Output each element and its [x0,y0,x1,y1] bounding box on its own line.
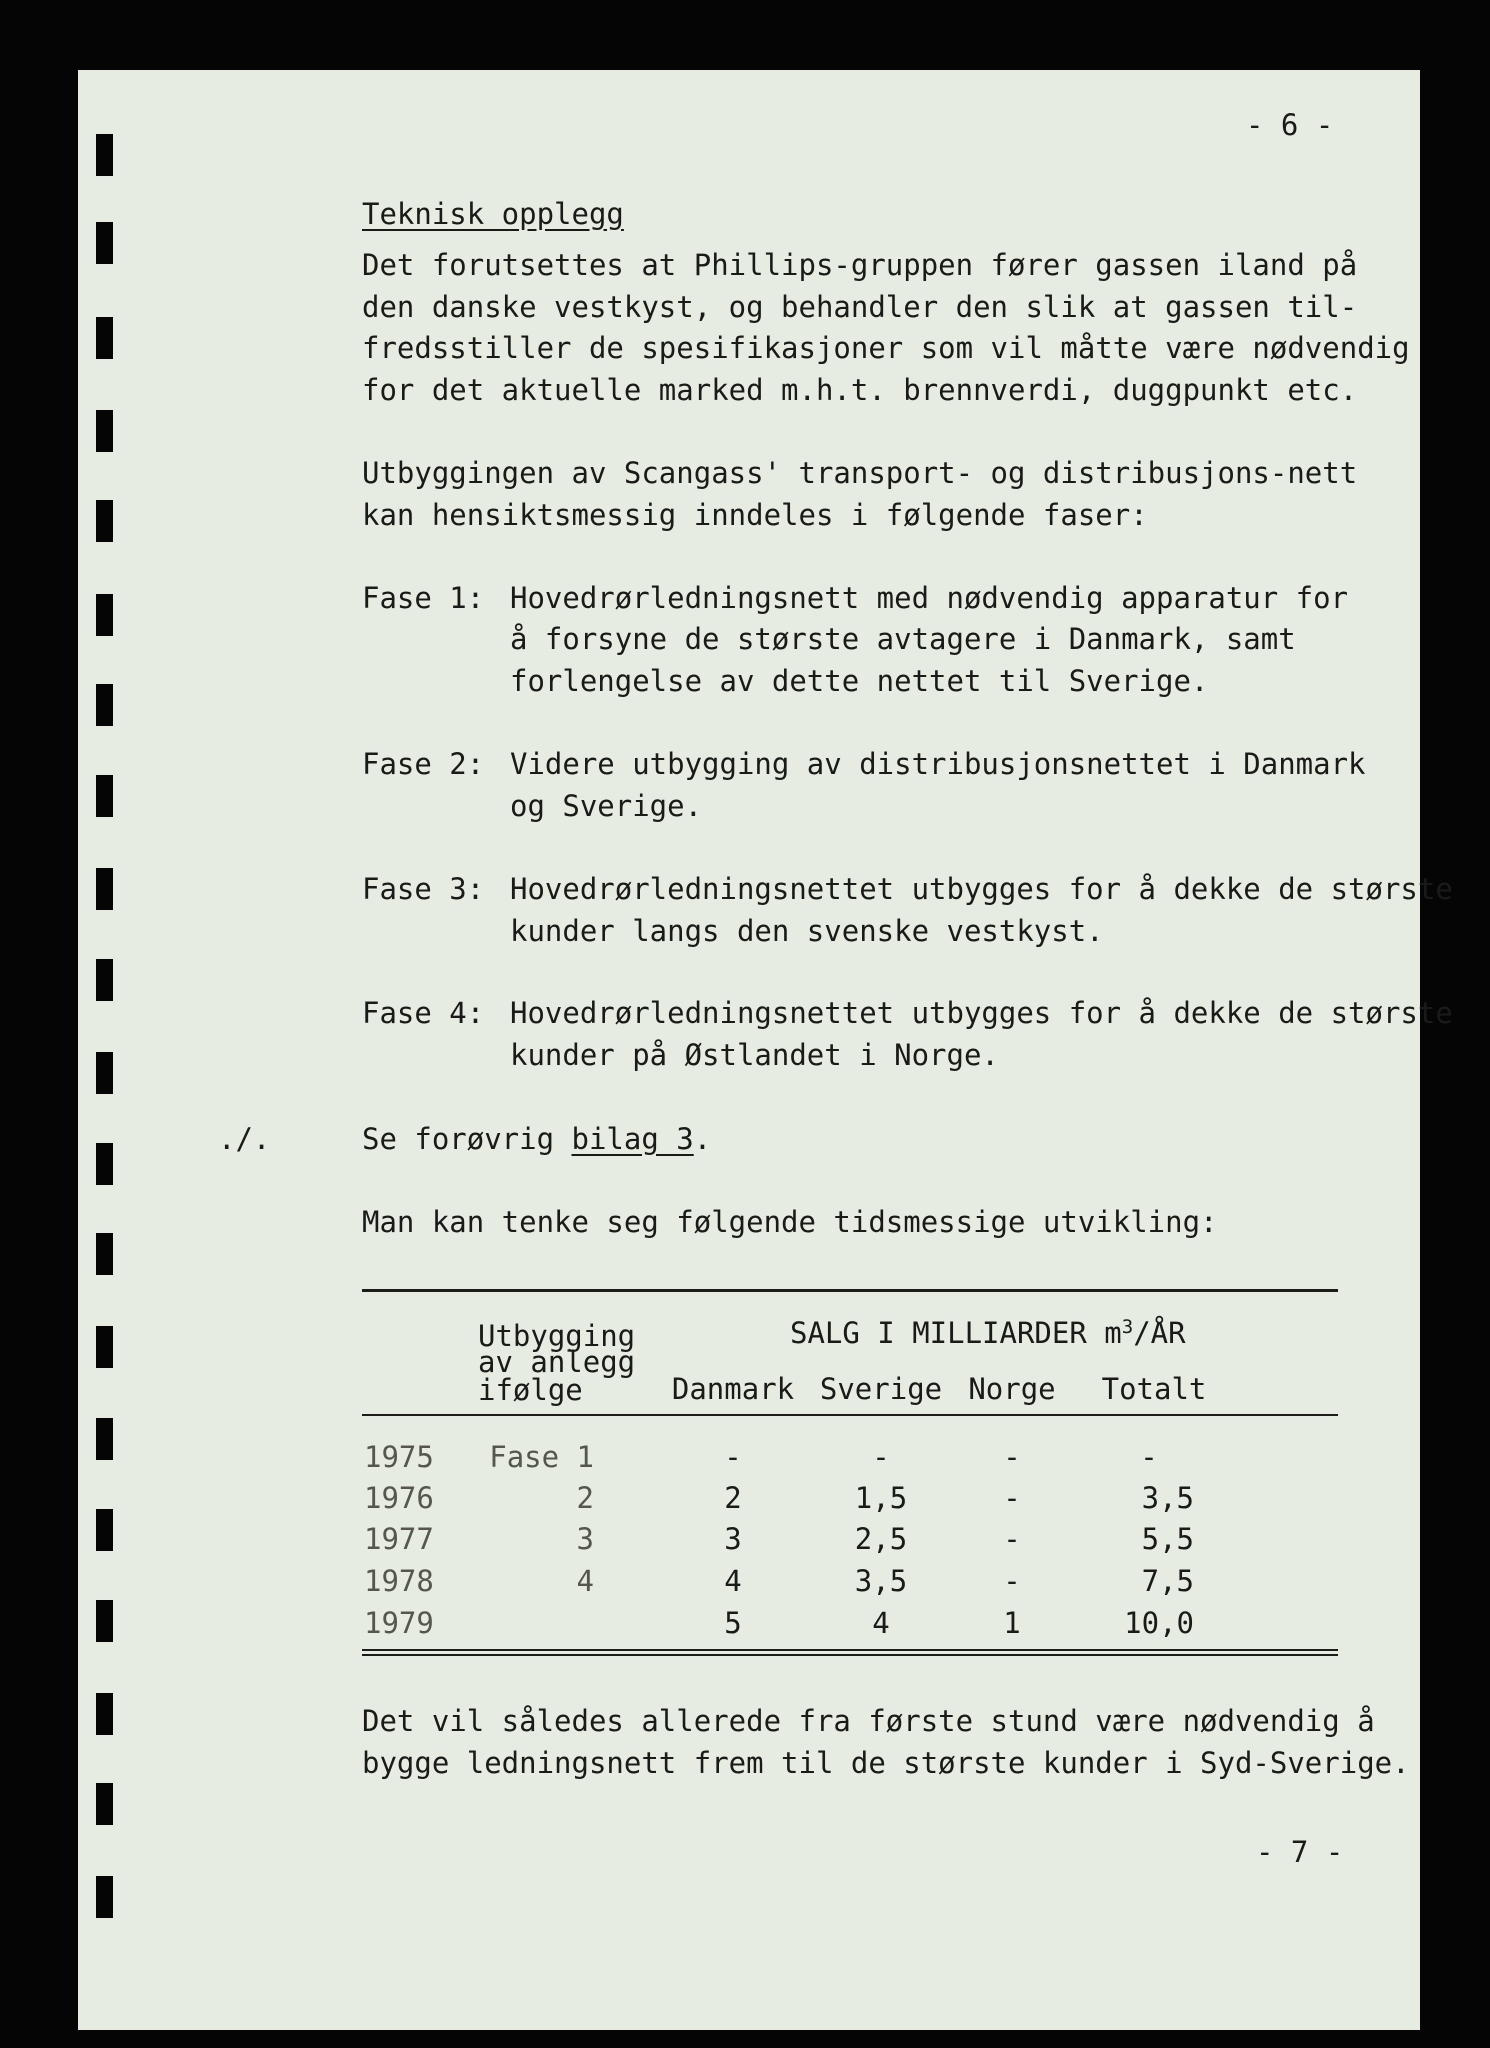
table-top-rule [362,1289,1338,1292]
phase-line: Videre utbygging av distribusjonsnettet i Danmark [510,747,1366,781]
header-norge: Norge [968,1372,1056,1406]
phase-line: Hovedrørledningsnettet utbygges for å dekke de største [510,996,1453,1030]
appendix-link: bilag 3 [571,1122,694,1156]
table-bottom-rule-2 [362,1654,1338,1656]
phase-label: Fase 3: [362,872,485,906]
cell-totalt: 7,5 [1141,1564,1194,1598]
header-totalt: Totalt [1101,1372,1207,1406]
cell-year: 1975 [364,1440,434,1474]
cell-norge: - [1003,1481,1021,1515]
reference-text: Se forøvrig [362,1122,572,1156]
punch-hole [96,410,113,452]
punch-hole [96,1509,113,1551]
phase-line: og Sverige. [510,789,703,823]
cell-danmark: 2 [724,1481,742,1515]
cell-danmark: 3 [724,1522,742,1556]
cell-sverige: 2,5 [854,1522,908,1556]
phase-line: forlengelse av dette nettet til Sverige. [510,664,1209,698]
cell-year: 1977 [364,1522,434,1556]
punch-hole [96,1693,113,1735]
reference-end: . [693,1122,712,1156]
paragraph-line: Det vil således allerede fra første stund være nødvendig å [362,1704,1375,1738]
cell-fase: 3 [576,1522,594,1556]
cell-totalt: 3,5 [1141,1481,1194,1515]
cell-fase: 4 [576,1564,594,1598]
table-intro: Man kan tenke seg følgende tidsmessige utvikling: [362,1205,1218,1239]
cell-fase: 2 [576,1481,594,1515]
margin-reference-mark: ./. [218,1122,271,1156]
cell-danmark: - [724,1440,742,1474]
header-av-anlegg: av anlegg [478,1345,636,1379]
cell-norge: 1 [1003,1606,1021,1640]
cell-totalt: 5,5 [1141,1522,1194,1556]
phase-line: Hovedrørledningsnett med nødvendig apparatur for [510,581,1349,615]
cell-year: 1979 [364,1606,434,1640]
punch-hole [96,1143,113,1185]
phase-label: Fase 2: [362,747,485,781]
punch-hole [96,1418,113,1460]
header-utbygging: Utbygging [478,1319,636,1353]
table-bottom-rule-1 [362,1649,1338,1651]
punch-hole [96,1876,113,1918]
phase-label: Fase 4: [362,996,485,1030]
cell-norge: - [1003,1440,1021,1474]
page-number-bottom: - 7 - [1256,1835,1344,1869]
paragraph-line: fredsstiller de spesifikasjoner som vil måtte være nødvendig [362,331,1410,365]
header-sverige: Sverige [819,1372,943,1406]
punch-hole [96,500,113,542]
paragraph-line: Det forutsettes at Phillips-gruppen fører gassen iland på [362,248,1358,282]
phase-line: Hovedrørledningsnettet utbygges for å dekke de største [510,872,1453,906]
header-group-text: SALG I MILLIARDER m [790,1316,1122,1350]
paragraph-line: bygge ledningsnett frem til de største kunder i Syd-Sverige. [362,1746,1410,1780]
paragraph-line: den danske vestkyst, og behandler den slik at gassen til- [362,290,1358,324]
punch-hole [96,868,113,910]
punch-hole [96,134,113,176]
cell-fase: Fase 1 [489,1440,594,1474]
cell-danmark: 5 [724,1606,742,1640]
cell-sverige: 1,5 [854,1481,908,1515]
header-sales-group [790,1314,1186,1352]
cell-year: 1976 [364,1481,434,1515]
paragraph-line: kan hensiktsmessig inndeles i følgende faser: [362,498,1148,532]
paragraph-line: Utbyggingen av Scangass' transport- og distribusjons-nett [362,456,1358,490]
phase-line: kunder på Østlandet i Norge. [510,1038,999,1072]
cell-sverige: - [872,1440,890,1474]
punch-hole [96,1326,113,1368]
header-group-exponent: 3 [1121,1316,1134,1338]
cell-totalt: 10,0 [1124,1606,1194,1640]
punch-hole [96,959,113,1001]
appendix-reference [362,1118,711,1160]
table-header-rule [362,1414,1338,1416]
phase-line: kunder langs den svenske vestkyst. [510,914,1104,948]
phase-line: å forsyne de største avtagere i Danmark, samt [510,622,1296,656]
header-ifolge: ifølge [478,1373,583,1407]
punch-hole [96,222,113,264]
punch-hole [96,1600,113,1642]
cell-totalt: - [1140,1440,1158,1474]
cell-danmark: 4 [724,1564,742,1598]
cell-year: 1978 [364,1564,434,1598]
punch-hole [96,317,113,359]
punch-hole [96,1783,113,1825]
header-danmark: Danmark [671,1372,795,1406]
punch-hole [96,684,113,726]
punch-hole [96,1233,113,1275]
page-number-top: - 6 - [1246,108,1334,142]
section-heading: Teknisk opplegg [362,197,624,231]
phase-label: Fase 1: [362,581,485,615]
cell-sverige: 4 [872,1606,890,1640]
header-group-suffix: /ÅR [1133,1316,1186,1350]
cell-norge: - [1003,1564,1021,1598]
cell-sverige: 3,5 [854,1564,908,1598]
paragraph-line: for det aktuelle marked m.h.t. brennverdi, duggpunkt etc. [362,373,1358,407]
punch-hole [96,775,113,817]
cell-norge: - [1003,1522,1021,1556]
punch-hole [96,1052,113,1094]
punch-hole [96,594,113,636]
